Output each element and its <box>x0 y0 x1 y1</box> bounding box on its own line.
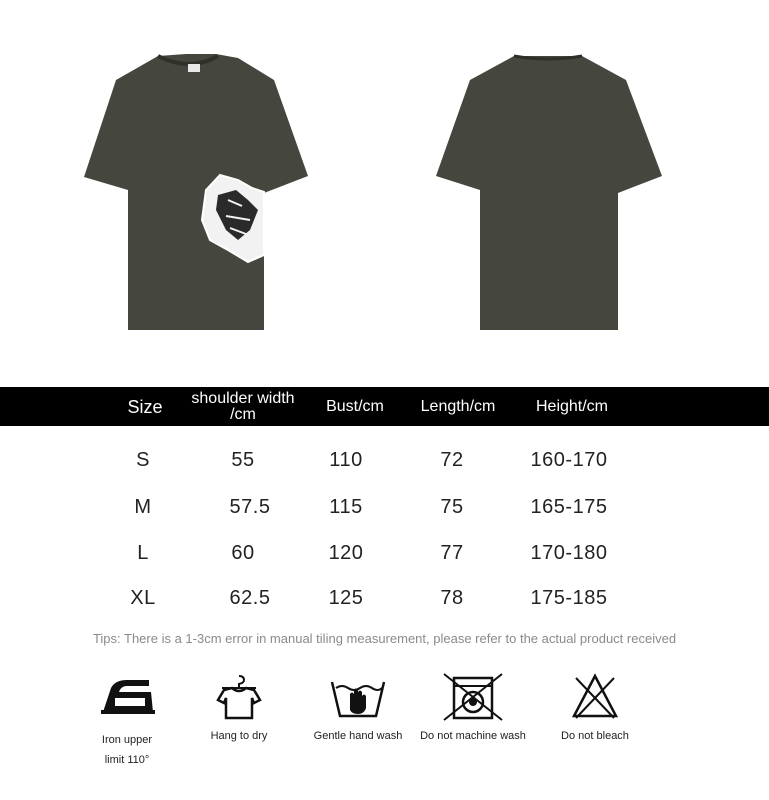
tshirt-front-image <box>78 50 310 335</box>
cell-size: S <box>136 449 150 471</box>
cell-length: 78 <box>440 587 464 609</box>
header-shoulder-width: shoulder width /cm <box>191 389 295 423</box>
cell-length: 75 <box>440 496 464 518</box>
cell-size: L <box>137 542 149 564</box>
care-label-line1: Iron upper <box>101 734 153 746</box>
care-item-hand-wash <box>298 672 418 746</box>
no-bleach-icon <box>570 672 620 722</box>
cell-height: 160-170 <box>530 449 608 471</box>
care-label: Do not machine wash <box>420 730 526 742</box>
care-item-hang-dry <box>179 672 299 746</box>
size-row-xl <box>0 587 769 617</box>
measurement-tip: Tips: There is a 1-3cm error in manual tiling measurement, please refer to the actual product received <box>92 631 677 646</box>
cell-height: 170-180 <box>530 542 608 564</box>
no-machine-wash-icon <box>440 672 506 722</box>
cell-bust: 115 <box>329 496 363 518</box>
care-item-iron <box>67 672 187 770</box>
cell-height: 165-175 <box>530 496 608 518</box>
cell-length: 72 <box>440 449 464 471</box>
hanger-shirt-icon <box>214 672 264 722</box>
care-item-no-machine-wash <box>413 672 533 746</box>
size-row-s <box>0 449 769 479</box>
cell-shoulder: 55 <box>231 449 255 471</box>
header-size: Size <box>127 396 163 417</box>
iron-icon <box>97 672 157 718</box>
size-row-m <box>0 496 769 526</box>
header-height: Height/cm <box>535 397 609 415</box>
header-length: Length/cm <box>420 397 496 415</box>
care-label: Gentle hand wash <box>313 730 403 742</box>
care-label: Hang to dry <box>210 730 268 742</box>
cell-shoulder: 60 <box>231 542 255 564</box>
tshirt-back-image <box>432 50 664 335</box>
cell-bust: 110 <box>329 449 363 471</box>
care-label-line2: limit 110° <box>104 754 150 766</box>
size-row-l <box>0 542 769 572</box>
cell-shoulder: 57.5 <box>229 496 271 518</box>
cell-bust: 125 <box>328 587 364 609</box>
header-bust: Bust/cm <box>326 397 384 415</box>
cell-size: XL <box>130 587 156 609</box>
cell-height: 175-185 <box>530 587 608 609</box>
hand-wash-icon <box>328 672 388 722</box>
cell-length: 77 <box>440 542 464 564</box>
care-label: Do not bleach <box>561 730 629 742</box>
cell-bust: 120 <box>328 542 364 564</box>
size-chart-header <box>0 387 769 426</box>
cell-shoulder: 62.5 <box>229 587 271 609</box>
cell-size: M <box>134 496 152 518</box>
care-item-no-bleach <box>535 672 655 746</box>
